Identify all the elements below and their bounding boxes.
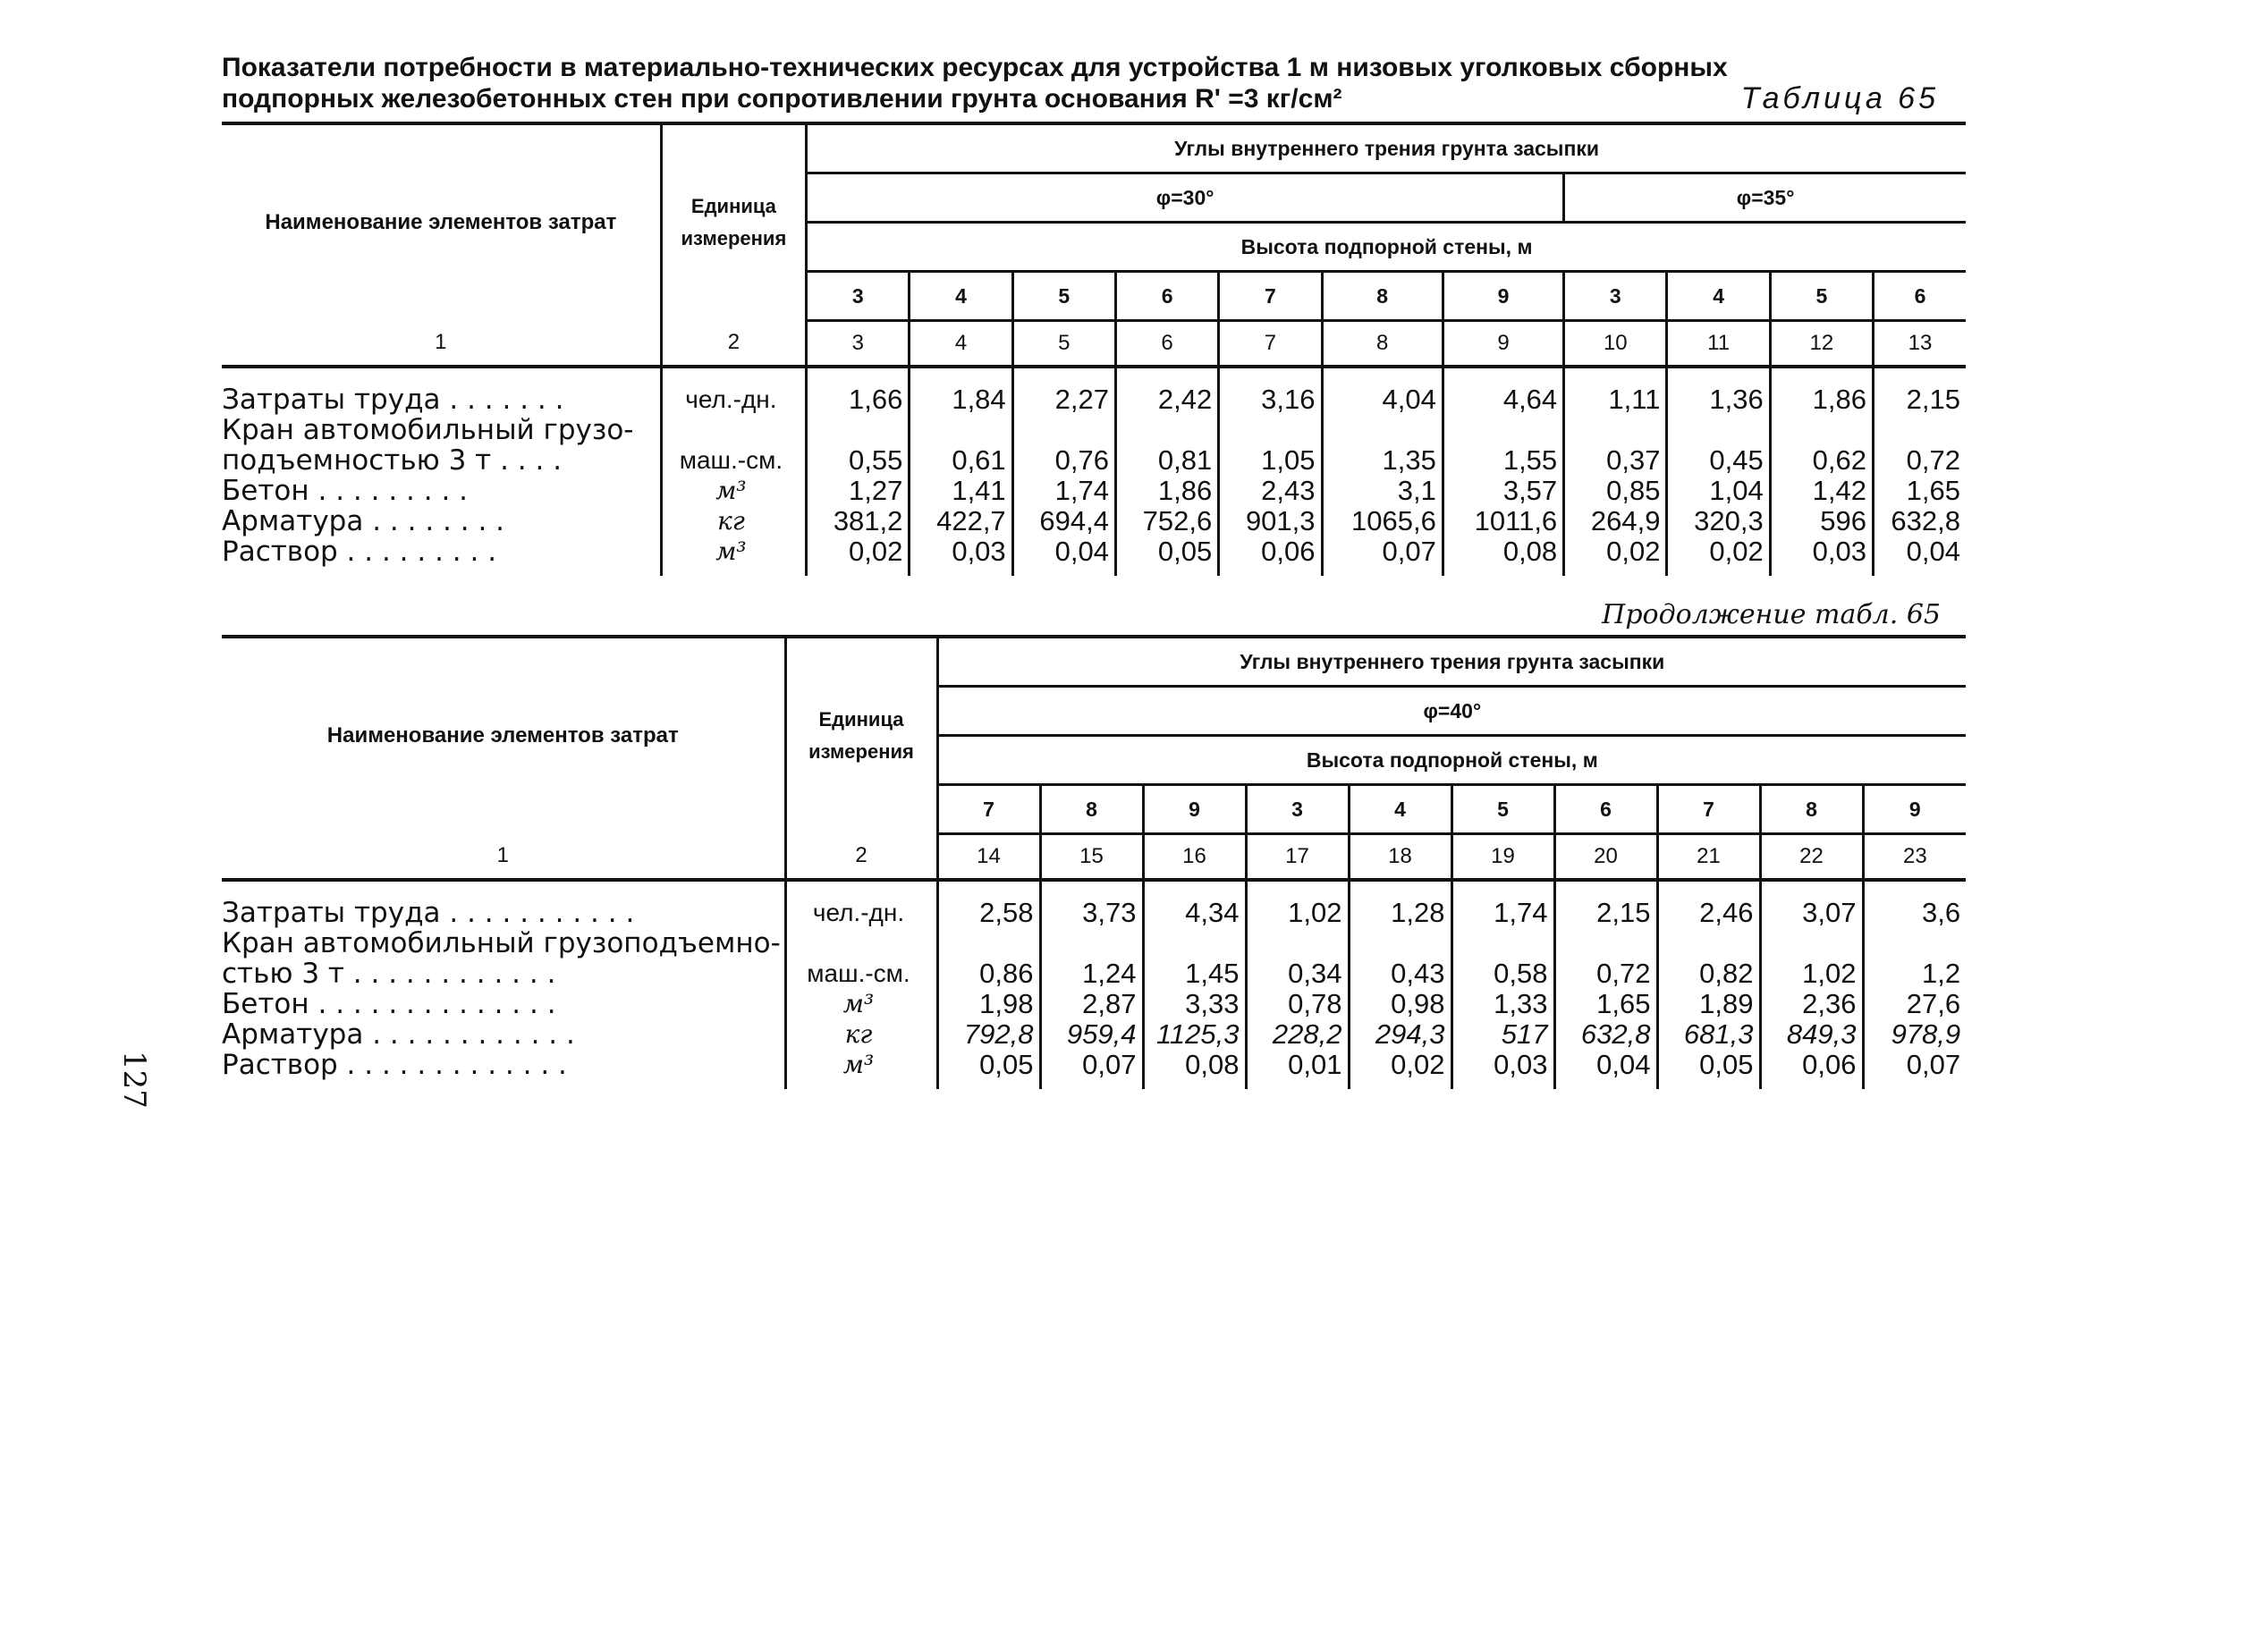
value-cell: 0,06 [1219, 536, 1322, 576]
value-cell [1657, 928, 1760, 959]
value-cell: 0,02 [807, 536, 910, 576]
table-65-part-1 [222, 122, 1966, 576]
column-number: 3 [807, 321, 910, 367]
column-number: 1 [222, 321, 661, 367]
row-name: Арматура . . . . . . . . [222, 506, 505, 536]
height-header-cell: 6 [1874, 272, 1966, 321]
value-cell: 1,41 [910, 476, 1012, 506]
height-header-cell: 3 [807, 272, 910, 321]
height-header-cell: 6 [1554, 785, 1657, 834]
height-header-cell: 8 [1040, 785, 1143, 834]
row-name: Арматура . . . . . . . . . . . . [222, 1019, 575, 1050]
value-cell: 752,6 [1115, 506, 1218, 536]
value-cell: 1,28 [1349, 880, 1451, 928]
table-row [222, 476, 1966, 506]
value-cell: 0,08 [1443, 536, 1563, 576]
value-cell: 4,64 [1443, 367, 1563, 415]
column-number: 6 [1115, 321, 1218, 367]
height-header-cell: 4 [1349, 785, 1451, 834]
header-phi-35: φ=35° [1564, 173, 1966, 223]
value-cell: 0,45 [1667, 445, 1770, 476]
value-cell: 1,55 [1443, 445, 1563, 476]
column-number: 11 [1667, 321, 1770, 367]
value-cell: 1125,3 [1143, 1019, 1246, 1050]
value-cell: 1,2 [1863, 959, 1966, 989]
table-row [222, 989, 1966, 1019]
table-number: Таблица 65 [1740, 81, 1939, 115]
value-cell [1246, 928, 1349, 959]
value-cell: 1,86 [1115, 476, 1218, 506]
value-cell: 0,86 [937, 959, 1040, 989]
value-cell: 294,3 [1349, 1019, 1451, 1050]
value-cell [1040, 928, 1143, 959]
table-row [222, 959, 1966, 989]
value-cell: 792,8 [937, 1019, 1040, 1050]
value-cell: 1,45 [1143, 959, 1246, 989]
value-cell: 1,74 [1451, 880, 1554, 928]
value-cell: 0,08 [1143, 1050, 1246, 1089]
row-unit: кг [785, 1019, 937, 1050]
header-unit: Единица измерения [785, 637, 937, 834]
value-cell: 0,03 [910, 536, 1012, 576]
row-name: Раствор . . . . . . . . . . . . . [222, 1050, 567, 1081]
value-cell: 0,05 [1657, 1050, 1760, 1089]
value-cell: 0,07 [1863, 1050, 1966, 1089]
value-cell: 4,34 [1143, 880, 1246, 928]
column-number: 7 [1219, 321, 1322, 367]
row-unit: кг [661, 506, 806, 536]
height-header-cell: 6 [1115, 272, 1218, 321]
row-unit [661, 415, 806, 445]
value-cell: 1,66 [807, 367, 910, 415]
value-cell: 3,6 [1863, 880, 1966, 928]
column-number: 5 [1012, 321, 1115, 367]
row-name: подъемностью 3 т . . . . [222, 445, 563, 476]
value-cell: 0,85 [1564, 476, 1667, 506]
value-cell: 27,6 [1863, 989, 1966, 1019]
height-header-cell: 5 [1012, 272, 1115, 321]
value-cell: 2,27 [1012, 367, 1115, 415]
value-cell: 3,73 [1040, 880, 1143, 928]
value-cell: 901,3 [1219, 506, 1322, 536]
height-header-cell: 9 [1863, 785, 1966, 834]
value-cell [1322, 415, 1443, 445]
header-phi-40: φ=40° [937, 687, 1966, 736]
column-number: 20 [1554, 834, 1657, 881]
value-cell [1564, 415, 1667, 445]
value-cell: 0,72 [1874, 445, 1966, 476]
column-number: 10 [1564, 321, 1667, 367]
value-cell: 0,01 [1246, 1050, 1349, 1089]
value-cell: 0,81 [1115, 445, 1218, 476]
value-cell: 320,3 [1667, 506, 1770, 536]
value-cell: 1,98 [937, 989, 1040, 1019]
value-cell: 1,86 [1770, 367, 1873, 415]
header-name: Наименование элементов затрат [222, 637, 785, 834]
column-number: 9 [1443, 321, 1563, 367]
value-cell: 0,37 [1564, 445, 1667, 476]
height-header-cell: 9 [1443, 272, 1563, 321]
value-cell: 1,36 [1667, 367, 1770, 415]
value-cell: 1,84 [910, 367, 1012, 415]
value-cell [807, 415, 910, 445]
value-cell: 0,05 [937, 1050, 1040, 1089]
column-number: 18 [1349, 834, 1451, 881]
value-cell: 2,87 [1040, 989, 1143, 1019]
row-unit: м³ [661, 476, 806, 506]
row-name: Затраты труда . . . . . . . [222, 384, 564, 415]
table-row [222, 536, 1966, 576]
row-name: Раствор . . . . . . . . . [222, 536, 497, 568]
table-row [222, 445, 1966, 476]
height-header-cell: 3 [1246, 785, 1349, 834]
height-header-cell: 3 [1564, 272, 1667, 321]
value-cell: 4,04 [1322, 367, 1443, 415]
column-number: 22 [1760, 834, 1863, 881]
value-cell [1012, 415, 1115, 445]
table-row [222, 1050, 1966, 1089]
value-cell [1143, 928, 1246, 959]
value-cell: 2,43 [1219, 476, 1322, 506]
value-cell: 1,74 [1012, 476, 1115, 506]
height-header-cell: 5 [1451, 785, 1554, 834]
value-cell: 0,07 [1322, 536, 1443, 576]
value-cell: 0,78 [1246, 989, 1349, 1019]
value-cell: 0,04 [1554, 1050, 1657, 1089]
row-name: Бетон . . . . . . . . . . . . . . [222, 989, 556, 1019]
column-number: 13 [1874, 321, 1966, 367]
height-header-cell: 5 [1770, 272, 1873, 321]
continuation-label: Продолжение табл. 65 [1602, 599, 1941, 630]
value-cell: 0,55 [807, 445, 910, 476]
table-title [222, 52, 1966, 114]
column-number: 14 [937, 834, 1040, 881]
value-cell: 632,8 [1874, 506, 1966, 536]
value-cell: 1,42 [1770, 476, 1873, 506]
value-cell: 2,15 [1554, 880, 1657, 928]
value-cell: 959,4 [1040, 1019, 1143, 1050]
table-65-part-2 [222, 635, 1966, 1089]
value-cell: 1,04 [1667, 476, 1770, 506]
header-angles: Углы внутреннего трения грунта засыпки [937, 637, 1966, 687]
value-cell: 0,98 [1349, 989, 1451, 1019]
row-name: Кран автомобильный грузо- [222, 415, 634, 445]
value-cell: 978,9 [1863, 1019, 1966, 1050]
header-phi-30: φ=30° [807, 173, 1564, 223]
height-header-cell: 7 [937, 785, 1040, 834]
value-cell [1443, 415, 1563, 445]
height-header-cell: 9 [1143, 785, 1246, 834]
table-row [222, 880, 1966, 928]
value-cell: 0,04 [1874, 536, 1966, 576]
value-cell: 0,34 [1246, 959, 1349, 989]
value-cell: 0,06 [1760, 1050, 1863, 1089]
header-height: Высота подпорной стены, м [937, 736, 1966, 785]
value-cell: 1,33 [1451, 989, 1554, 1019]
column-number: 2 [785, 834, 937, 881]
value-cell: 0,05 [1115, 536, 1218, 576]
value-cell: 2,15 [1874, 367, 1966, 415]
title-line-2: подпорных железобетонных стен при сопротивлении грунта основания R' =3 кг/см² [222, 84, 1342, 114]
value-cell: 2,42 [1115, 367, 1218, 415]
value-cell [937, 928, 1040, 959]
table-row [222, 506, 1966, 536]
header-height: Высота подпорной стены, м [807, 223, 1966, 272]
value-cell: 3,33 [1143, 989, 1246, 1019]
value-cell: 0,62 [1770, 445, 1873, 476]
value-cell: 1,27 [807, 476, 910, 506]
value-cell: 1,02 [1760, 959, 1863, 989]
value-cell: 228,2 [1246, 1019, 1349, 1050]
value-cell: 1,11 [1564, 367, 1667, 415]
value-cell: 0,07 [1040, 1050, 1143, 1089]
value-cell: 694,4 [1012, 506, 1115, 536]
value-cell: 3,1 [1322, 476, 1443, 506]
header-name: Наименование элементов затрат [222, 123, 661, 321]
row-unit: м³ [785, 1050, 937, 1089]
value-cell: 1,65 [1874, 476, 1966, 506]
value-cell: 681,3 [1657, 1019, 1760, 1050]
row-name: Кран автомобильный грузоподъемно- [222, 928, 781, 959]
value-cell: 381,2 [807, 506, 910, 536]
row-unit: маш.-см. [661, 445, 806, 476]
value-cell [1554, 928, 1657, 959]
value-cell: 0,72 [1554, 959, 1657, 989]
value-cell: 1,02 [1246, 880, 1349, 928]
value-cell: 1,65 [1554, 989, 1657, 1019]
value-cell: 0,43 [1349, 959, 1451, 989]
value-cell: 596 [1770, 506, 1873, 536]
row-unit: маш.-см. [785, 959, 937, 989]
row-name: Затраты труда . . . . . . . . . . . [222, 897, 635, 928]
value-cell [1863, 928, 1966, 959]
value-cell: 3,16 [1219, 367, 1322, 415]
value-cell: 1011,6 [1443, 506, 1563, 536]
header-unit: Единица измерения [661, 123, 806, 321]
value-cell: 3,07 [1760, 880, 1863, 928]
column-number: 2 [661, 321, 806, 367]
value-cell: 0,03 [1451, 1050, 1554, 1089]
column-number: 8 [1322, 321, 1443, 367]
value-cell: 3,57 [1443, 476, 1563, 506]
value-cell: 0,02 [1667, 536, 1770, 576]
column-number: 17 [1246, 834, 1349, 881]
value-cell [1349, 928, 1451, 959]
height-header-cell: 7 [1219, 272, 1322, 321]
value-cell: 517 [1451, 1019, 1554, 1050]
value-cell [1115, 415, 1218, 445]
value-cell: 0,02 [1564, 536, 1667, 576]
row-unit: чел.-дн. [785, 880, 937, 928]
row-unit: м³ [785, 989, 937, 1019]
value-cell: 2,36 [1760, 989, 1863, 1019]
height-header-cell: 4 [1667, 272, 1770, 321]
value-cell: 0,61 [910, 445, 1012, 476]
value-cell: 0,02 [1349, 1050, 1451, 1089]
row-unit [785, 928, 937, 959]
value-cell: 1,35 [1322, 445, 1443, 476]
page-number: 127 [116, 1051, 152, 1109]
column-number: 23 [1863, 834, 1966, 881]
height-header-cell: 7 [1657, 785, 1760, 834]
value-cell: 1,24 [1040, 959, 1143, 989]
column-number: 15 [1040, 834, 1143, 881]
value-cell [1667, 415, 1770, 445]
value-cell [1760, 928, 1863, 959]
value-cell: 632,8 [1554, 1019, 1657, 1050]
value-cell: 0,58 [1451, 959, 1554, 989]
value-cell: 422,7 [910, 506, 1012, 536]
value-cell: 0,76 [1012, 445, 1115, 476]
value-cell [1770, 415, 1873, 445]
value-cell: 264,9 [1564, 506, 1667, 536]
table-row [222, 1019, 1966, 1050]
column-number: 12 [1770, 321, 1873, 367]
value-cell [1451, 928, 1554, 959]
column-number: 4 [910, 321, 1012, 367]
value-cell [910, 415, 1012, 445]
row-unit: чел.-дн. [661, 367, 806, 415]
height-header-cell: 8 [1760, 785, 1863, 834]
value-cell: 1065,6 [1322, 506, 1443, 536]
value-cell: 0,82 [1657, 959, 1760, 989]
row-name: Бетон . . . . . . . . . [222, 476, 469, 506]
height-header-cell: 8 [1322, 272, 1443, 321]
column-number: 19 [1451, 834, 1554, 881]
value-cell: 0,03 [1770, 536, 1873, 576]
value-cell: 1,89 [1657, 989, 1760, 1019]
column-number: 16 [1143, 834, 1246, 881]
table-row [222, 928, 1966, 959]
column-number: 21 [1657, 834, 1760, 881]
height-header-cell: 4 [910, 272, 1012, 321]
table-row [222, 367, 1966, 415]
value-cell: 849,3 [1760, 1019, 1863, 1050]
row-name: стью 3 т . . . . . . . . . . . . [222, 959, 556, 989]
row-unit: м³ [661, 536, 806, 576]
column-number: 1 [222, 834, 785, 881]
value-cell: 0,04 [1012, 536, 1115, 576]
value-cell: 2,58 [937, 880, 1040, 928]
table-row [222, 415, 1966, 445]
value-cell [1874, 415, 1966, 445]
title-line-1: Показатели потребности в материально-технических ресурсах для устройства 1 м низовых уголковых сборных [222, 53, 1728, 82]
header-angles: Углы внутреннего трения грунта засыпки [807, 123, 1966, 173]
value-cell: 2,46 [1657, 880, 1760, 928]
value-cell [1219, 415, 1322, 445]
value-cell: 1,05 [1219, 445, 1322, 476]
